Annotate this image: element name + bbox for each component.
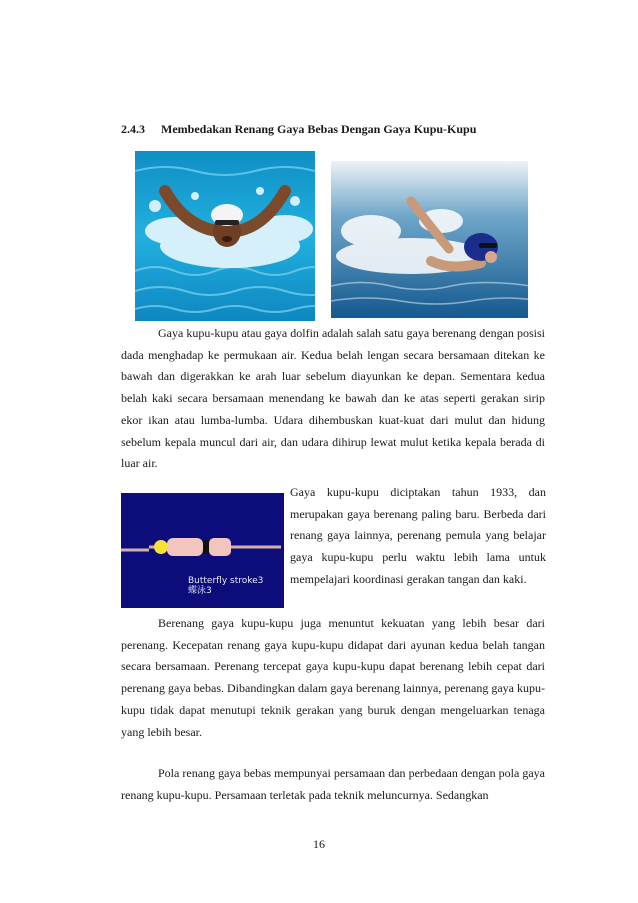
freestyle-swimmer-photo (331, 161, 528, 318)
diagram-caption-line1: Butterfly stroke3 (188, 576, 264, 586)
section-heading (121, 122, 561, 137)
diagram-caption (188, 576, 263, 596)
paragraph-butterfly-strength: Berenang gaya kupu-kupu juga menuntut kekuatan yang lebih besar dari perenang. Kecepatan renang gaya kupu-kupu didapat dari ayunan kedua belah tangan secara bersamaan. Perenang tercepat gaya kupu-kupu dapat berenang lebih cepat dari perenang gaya bebas. Dibandingkan dalam gaya berenang lainnya, perenang gaya kupu-kupu tidak dapat menutupi teknik gerakan yang buruk dengan mengeluarkan tenaga yang lebih besar. (121, 616, 545, 739)
paragraph-pattern-comparison: Pola renang gaya bebas mempunyai persamaan dan perbedaan dengan pola gaya renang kupu-kupu. Persamaan terletak pada teknik meluncurnya. Sedangkan (121, 766, 545, 802)
page-number: 16 (313, 837, 325, 851)
butterfly-stroke-diagram (121, 493, 284, 608)
section-title: Membedakan Renang Gaya Bebas Dengan Gaya Kupu-Kupu (161, 122, 477, 136)
paragraph-butterfly-history: Gaya kupu-kupu diciptakan tahun 1933, dan merupakan gaya berenang paling baru. Berbeda dari renang gaya lainnya, perenang pemula yang belajar gaya kupu-kupu perlu waktu lebih lama untuk mempelajari koordinasi gerakan tangan dan kaki. (290, 485, 546, 586)
butterfly-swimmer-photo (135, 151, 315, 321)
diagram-caption-line2: 蝶泳3 (188, 586, 212, 596)
section-number: 2.4.3 (121, 122, 145, 136)
paragraph-butterfly-description: Gaya kupu-kupu atau gaya dolfin adalah salah satu gaya berenang dengan posisi dada menghadap ke permukaan air. Kedua belah lengan secara bersamaan ditekan ke bawah dan digerakkan ke arah luar sebelum diayunkan ke depan. Sementara kedua belah kaki secara bersamaan menendang ke bawah dan ke atas seperti gerakan sirip ekor ikan atau lumba-lumba. Udara dihembuskan kuat-kuat dari mulut dan hidung sebelum kepala muncul dari air, dan udara dihirup lewat mulut ketika kepala berada di luar air. (121, 326, 545, 471)
